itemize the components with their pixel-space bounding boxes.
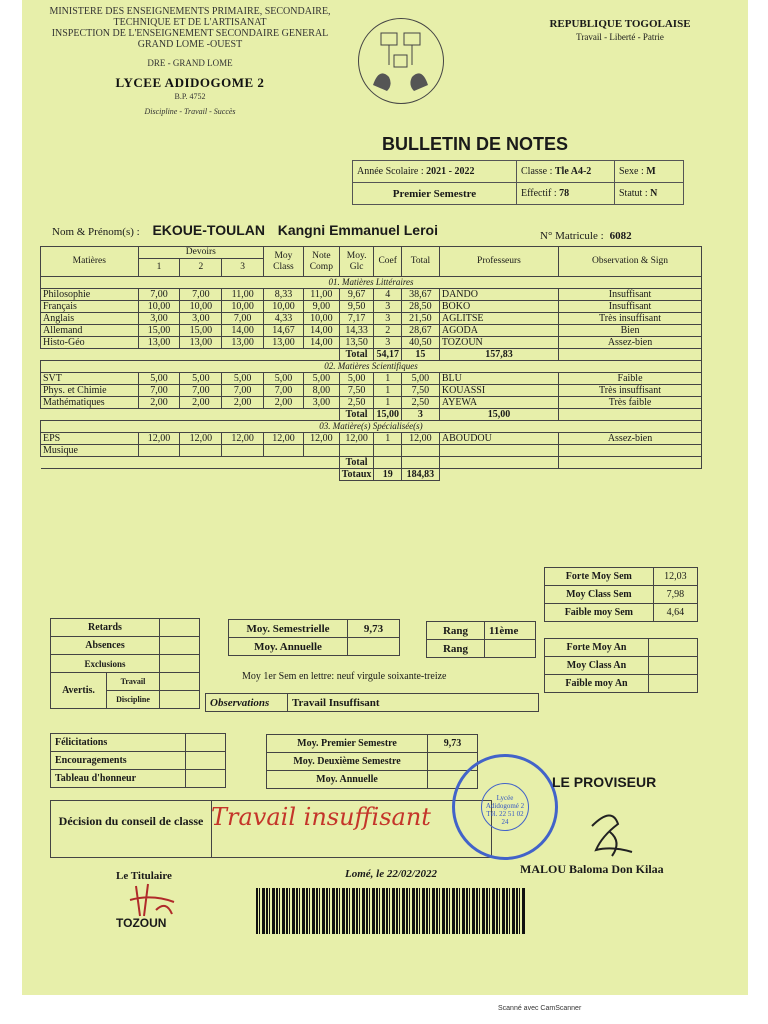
stats-annual-box: [544, 638, 698, 693]
observation-value: Bien: [559, 325, 702, 337]
totaux-coef: 19: [374, 469, 402, 481]
grade-moy: 7,17: [339, 313, 374, 325]
class-value: Tle A4-2: [554, 166, 592, 177]
grade-total: 40,50: [401, 337, 439, 349]
grade-note-comp: 10,00: [303, 313, 339, 325]
grade-moy: 9,67: [339, 289, 374, 301]
class-sem-label: Moy Class Sem: [545, 586, 654, 604]
teacher-name: BOKO: [439, 301, 558, 313]
grade-coef: 2: [374, 325, 402, 337]
teacher-name: [439, 445, 558, 457]
moy-premier-label: Moy. Premier Semestre: [267, 735, 428, 753]
moy-deuxieme-label: Moy. Deuxième Semestre: [267, 753, 428, 771]
grade-d2: 15,00: [180, 325, 222, 337]
travail-label: Travail: [107, 673, 160, 691]
section-total-value: 157,83: [439, 349, 558, 361]
table-row: [41, 337, 702, 349]
grade-note-comp: 14,00: [303, 337, 339, 349]
titulaire-label: Le Titulaire: [116, 870, 172, 882]
forte-sem-value: 12,03: [653, 568, 697, 586]
grade-total: 7,50: [401, 385, 439, 397]
section-title: 02. Matières Scientifiques: [41, 361, 702, 373]
school-name: LYCEE ADIDOGOME 2: [115, 75, 265, 90]
place-date: Lomé, le 22/02/2022: [345, 868, 437, 880]
observation-value: Assez-bien: [559, 433, 702, 445]
table-row: [41, 325, 702, 337]
observation-value: Très insuffisant: [559, 385, 702, 397]
grade-d3: 2,00: [222, 397, 264, 409]
grade-d1: 10,00: [138, 301, 180, 313]
grade-d3: 10,00: [222, 301, 264, 313]
stats-box: [544, 567, 698, 622]
grade-total: 21,50: [401, 313, 439, 325]
moy-semestrielle-value: 9,73: [348, 620, 400, 638]
discipline-label: Discipline: [107, 691, 160, 709]
col-devoir-2: 2: [180, 259, 222, 277]
section-total-row: [41, 349, 702, 361]
observations-label: Observations: [206, 694, 288, 712]
teacher-name: AYEWA: [439, 397, 558, 409]
subject-name: SVT: [41, 373, 139, 385]
grade-coef: 3: [374, 337, 402, 349]
grade-d2: 3,00: [180, 313, 222, 325]
grade-coef: 3: [374, 313, 402, 325]
matricule-row: [540, 230, 632, 242]
section-total-moy: 15,00: [374, 409, 402, 421]
moy-annuelle-recap-label: Moy. Annuelle: [267, 771, 428, 789]
observation-value: Insuffisant: [559, 289, 702, 301]
republic-header: [530, 18, 710, 42]
totaux-total: 184,83: [401, 469, 439, 481]
subject-name: Phys. et Chimie: [41, 385, 139, 397]
teacher-name: AGODA: [439, 325, 558, 337]
grade-note-comp: 14,00: [303, 325, 339, 337]
grade-d1: 3,00: [138, 313, 180, 325]
grade-moy-class: [264, 445, 304, 457]
average-in-words: Moy 1er Sem en lettre: neuf virgule soixante-treize: [242, 671, 447, 682]
moy-premier-value: 9,73: [428, 735, 478, 753]
grade-total: 2,50: [401, 397, 439, 409]
teacher-name: DANDO: [439, 289, 558, 301]
faible-sem-value: 4,64: [653, 604, 697, 622]
subject-name: Allemand: [41, 325, 139, 337]
col-observation: Observation & Sign: [559, 247, 702, 277]
grade-note-comp: 8,00: [303, 385, 339, 397]
class-sem-value: 7,98: [653, 586, 697, 604]
student-lastname: EKOUE-TOULAN: [152, 222, 265, 238]
grade-d3: 7,00: [222, 313, 264, 325]
faible-an-label: Faible moy An: [545, 675, 649, 693]
grade-d1: [138, 445, 180, 457]
subject-name: Mathématiques: [41, 397, 139, 409]
ministry-line: TECHNIQUE ET DE L'ARTISANAT: [113, 17, 267, 28]
grade-moy: 14,33: [339, 325, 374, 337]
grade-d1: 12,00: [138, 433, 180, 445]
grade-moy-class: 4,33: [264, 313, 304, 325]
col-moy-class: Moy Class: [264, 247, 304, 277]
scanner-watermark: Scanné avec CamScanner: [498, 1005, 582, 1012]
grade-coef: 4: [374, 289, 402, 301]
grade-moy: 5,00: [339, 373, 374, 385]
teacher-name: BLU: [439, 373, 558, 385]
class-cell: Classe : Tle A4-2: [517, 161, 615, 183]
section-total-coef: [401, 457, 439, 469]
grade-d1: 7,00: [138, 385, 180, 397]
grade-coef: [374, 445, 402, 457]
barcode-icon: [256, 888, 526, 934]
grade-d2: 5,00: [180, 373, 222, 385]
col-professeurs: Professeurs: [439, 247, 558, 277]
grade-d2: 7,00: [180, 289, 222, 301]
student-firstnames: Kangni Emmanuel Leroi: [277, 222, 438, 238]
republic-emblem-icon: [358, 18, 444, 104]
proviseur-name: MALOU Baloma Don Kilaa: [520, 862, 664, 876]
grade-moy-class: 2,00: [264, 397, 304, 409]
stamp-line: Tél. 22 51 02 24: [486, 810, 524, 826]
info-box: [352, 160, 684, 205]
observations-value: Travail Insuffisant: [288, 694, 539, 712]
dre-label: DRE - GRAND LOME: [147, 58, 233, 68]
school-year-cell: Année Scolaire : 2021 - 2022: [353, 161, 517, 183]
section-title: 03. Matière(s) Spécialisée(s): [41, 421, 702, 433]
section-total-label: Total: [339, 457, 374, 469]
table-row: [41, 397, 702, 409]
grade-d2: 10,00: [180, 301, 222, 313]
grade-total: 28,50: [401, 301, 439, 313]
section-total-coef: 15: [401, 349, 439, 361]
faible-sem-label: Faible moy Sem: [545, 604, 654, 622]
ministry-line: INSPECTION DE L'ENSEIGNEMENT SECONDAIRE GENERAL: [51, 28, 329, 39]
moy-annuelle-label: Moy. Annuelle: [229, 638, 348, 656]
grade-note-comp: 11,00: [303, 289, 339, 301]
grade-d3: 7,00: [222, 385, 264, 397]
grade-moy: 2,50: [339, 397, 374, 409]
school-stamp: [452, 754, 558, 860]
grade-coef: 1: [374, 385, 402, 397]
grade-total: 28,67: [401, 325, 439, 337]
titulaire-signature-icon: [126, 880, 178, 920]
grade-d2: [180, 445, 222, 457]
grade-d3: [222, 445, 264, 457]
totaux-label: Totaux: [339, 469, 374, 481]
school-motto: Discipline - Travail - Succès: [144, 107, 236, 116]
observation-value: Très insuffisant: [559, 313, 702, 325]
grade-d2: 13,00: [180, 337, 222, 349]
observation-value: Faible: [559, 373, 702, 385]
distinctions-box: [50, 733, 226, 788]
grade-note-comp: 9,00: [303, 301, 339, 313]
col-devoirs: Devoirs: [138, 247, 263, 259]
grade-d3: 12,00: [222, 433, 264, 445]
section-header: [41, 361, 702, 373]
grade-moy-class: 5,00: [264, 373, 304, 385]
grade-moy: 7,50: [339, 385, 374, 397]
conduct-box: [50, 618, 200, 709]
ministry-header: [30, 6, 350, 117]
grade-d3: 5,00: [222, 373, 264, 385]
grade-d2: 2,00: [180, 397, 222, 409]
table-row: [41, 433, 702, 445]
observation-value: Très faible: [559, 397, 702, 409]
name-label: Nom & Prénom(s) :: [52, 226, 140, 238]
sex-value: M: [646, 166, 656, 177]
section-total-moy: 54,17: [374, 349, 402, 361]
col-coef: Coef: [374, 247, 402, 277]
status-cell: Statut : N: [615, 183, 684, 205]
averages-box: [228, 619, 400, 656]
stamp-line: Adidogomé 2: [485, 802, 525, 810]
grade-d3: 11,00: [222, 289, 264, 301]
subject-name: Anglais: [41, 313, 139, 325]
table-row: [41, 373, 702, 385]
section-header: [41, 277, 702, 289]
grade-d3: 13,00: [222, 337, 264, 349]
grade-moy-class: 10,00: [264, 301, 304, 313]
grade-moy-class: 7,00: [264, 385, 304, 397]
absences-label: Absences: [51, 637, 160, 655]
grade-total: 5,00: [401, 373, 439, 385]
semester-label: Premier Semestre: [353, 183, 517, 205]
grade-d1: 15,00: [138, 325, 180, 337]
teacher-name: KOUASSI: [439, 385, 558, 397]
grade-d1: 2,00: [138, 397, 180, 409]
grade-d1: 13,00: [138, 337, 180, 349]
effectif-cell: Effectif : 78: [517, 183, 615, 205]
subject-name: EPS: [41, 433, 139, 445]
school-year: 2021 - 2022: [426, 166, 475, 177]
grade-moy: [339, 445, 374, 457]
matricule-label: N° Matricule :: [540, 230, 604, 242]
status-value: N: [650, 188, 658, 199]
grade-coef: 1: [374, 433, 402, 445]
grade-moy: 9,50: [339, 301, 374, 313]
proviseur-signature-icon: [582, 806, 642, 862]
grade-moy-class: 13,00: [264, 337, 304, 349]
col-total: Total: [401, 247, 439, 277]
col-note-comp: Note Comp: [303, 247, 339, 277]
class-an-label: Moy Class An: [545, 657, 649, 675]
moy-semestrielle-label: Moy. Semestrielle: [229, 620, 348, 638]
grade-coef: 3: [374, 301, 402, 313]
teacher-name: ABOUDOU: [439, 433, 558, 445]
subject-name: Français: [41, 301, 139, 313]
grade-d1: 5,00: [138, 373, 180, 385]
stamp-line: Lycée: [496, 794, 514, 802]
section-total-label: Total: [339, 349, 374, 361]
col-devoir-1: 1: [138, 259, 180, 277]
rank-label: Rang: [427, 622, 485, 640]
avertis-label: Avertis.: [51, 673, 107, 709]
grade-note-comp: 12,00: [303, 433, 339, 445]
table-row: [41, 385, 702, 397]
observation-value: Assez-bien: [559, 337, 702, 349]
grade-d2: 12,00: [180, 433, 222, 445]
forte-an-label: Forte Moy An: [545, 639, 649, 657]
grade-d2: 7,00: [180, 385, 222, 397]
section-header: [41, 421, 702, 433]
grade-total: 12,00: [401, 433, 439, 445]
grade-total: [401, 445, 439, 457]
section-total-label: Total: [339, 409, 374, 421]
rank-box: [426, 621, 536, 658]
recap-box: [266, 734, 478, 789]
matricule-value: 6082: [609, 230, 632, 242]
section-title: 01. Matières Littéraires: [41, 277, 702, 289]
col-moy-glc: Moy. Glc: [339, 247, 374, 277]
section-total-row: [41, 457, 702, 469]
grades-table: [40, 246, 702, 481]
rank-annual-label: Rang: [427, 640, 485, 658]
grade-d3: 14,00: [222, 325, 264, 337]
document-title: BULLETIN DE NOTES: [382, 134, 569, 154]
grade-moy: 13,50: [339, 337, 374, 349]
grade-total: 38,67: [401, 289, 439, 301]
council-decision-label: Décision du conseil de classe: [58, 814, 204, 828]
ministry-line: MINISTERE DES ENSEIGNEMENTS PRIMAIRE, SECONDAIRE,: [49, 6, 331, 17]
grade-note-comp: 5,00: [303, 373, 339, 385]
teacher-name: TOZOUN: [439, 337, 558, 349]
exclusions-label: Exclusions: [51, 655, 160, 673]
grade-note-comp: 3,00: [303, 397, 339, 409]
titulaire-name: TOZOUN: [116, 916, 167, 930]
effectif-value: 78: [559, 188, 570, 199]
section-total-value: 15,00: [439, 409, 558, 421]
encouragements-label: Encouragements: [51, 752, 186, 770]
col-devoir-3: 3: [222, 259, 264, 277]
grade-moy-class: 8,33: [264, 289, 304, 301]
proviseur-label: LE PROVISEUR: [552, 774, 657, 790]
subject-name: Histo-Géo: [41, 337, 139, 349]
col-matieres: Matières: [41, 247, 139, 277]
observation-value: Insuffisant: [559, 301, 702, 313]
table-row: [41, 301, 702, 313]
felicitations-label: Félicitations: [51, 734, 186, 752]
table-row: [41, 445, 702, 457]
table-row: [41, 313, 702, 325]
forte-sem-label: Forte Moy Sem: [545, 568, 654, 586]
sex-cell: Sexe : M: [615, 161, 684, 183]
grade-coef: 1: [374, 397, 402, 409]
retards-label: Retards: [51, 619, 160, 637]
rank-value: 11ème: [485, 622, 536, 640]
observation-value: [559, 445, 702, 457]
subject-name: Musique: [41, 445, 139, 457]
council-decision-handwritten: Travail insuffisant: [211, 803, 431, 831]
council-decision-box: [50, 800, 492, 858]
grade-note-comp: [303, 445, 339, 457]
grade-moy-class: 14,67: [264, 325, 304, 337]
section-total-moy: [374, 457, 402, 469]
tableau-label: Tableau d'honneur: [51, 770, 186, 788]
grade-coef: 1: [374, 373, 402, 385]
section-total-coef: 3: [401, 409, 439, 421]
republic-motto: Travail - Liberté - Patrie: [576, 32, 664, 42]
subject-name: Philosophie: [41, 289, 139, 301]
grade-moy-class: 12,00: [264, 433, 304, 445]
grade-d1: 7,00: [138, 289, 180, 301]
student-name-row: [52, 222, 438, 238]
section-total-row: [41, 409, 702, 421]
section-total-value: [439, 457, 558, 469]
grade-moy: 12,00: [339, 433, 374, 445]
republic-name: REPUBLIQUE TOGOLAISE: [549, 18, 691, 30]
school-bp: B.P. 4752: [174, 92, 206, 101]
teacher-name: AGLITSE: [439, 313, 558, 325]
table-row: [41, 289, 702, 301]
ministry-line: GRAND LOME -OUEST: [137, 39, 243, 50]
observations-box: [205, 693, 539, 712]
